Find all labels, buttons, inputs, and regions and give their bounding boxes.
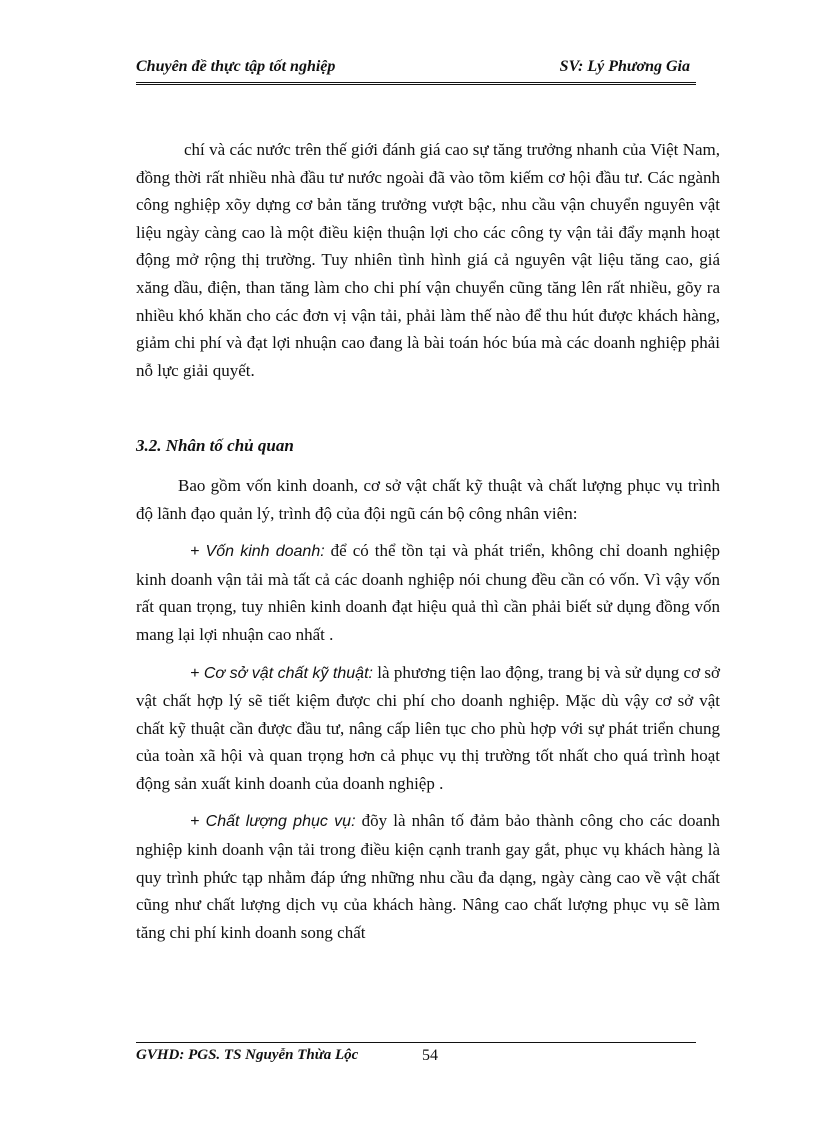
list-item-service-quality-label: + Chất lượng phục vụ:	[190, 813, 356, 831]
section-heading: 3.2. Nhân tố chủ quan	[136, 436, 294, 456]
list-item-facilities	[136, 659, 720, 798]
header-document-title: Chuyên đề thực tập tốt nghiệp	[136, 58, 336, 75]
page-header	[136, 52, 696, 85]
header-student-name: SV: Lý Phương Gia	[559, 58, 690, 75]
list-item-capital-label: + Vốn kinh doanh:	[190, 543, 325, 561]
document-body	[136, 136, 720, 946]
page-number: 54	[422, 1047, 438, 1064]
list-item-capital-text: để có thể tồn tại và phát triển, không chỉ doanh nghiệp kinh doanh vận tải mà tất cả các doanh nghiệp nói chung đều cần có vốn. Vì vậy vốn rất quan trọng, tuy nhiên kinh doanh đạt hiệu quả thì cần phải biết sử dụng đồng vốn mang lại lợi nhuận cao nhất .	[136, 541, 721, 644]
paragraph-intro: Bao gồm vốn kinh doanh, cơ sở vật chất kỹ thuật và chất lượng phục vụ trình độ lãnh đạo quản lý, trình độ của đội ngũ cán bộ công nhân viên:	[136, 475, 720, 523]
list-item-capital	[136, 537, 720, 648]
list-item-service-quality	[136, 807, 720, 946]
paragraph-continuation: chí và các nước trên thế giới đánh giá cao sự tăng trưởng nhanh của Việt Nam, đồng thời rất nhiều nhà đầu tư nước ngoài đã vào tõm kiếm cơ hội đầu tư. Các ngành công nghiệp xõy dựng cơ bản tăng trưởng vượt bậc, nhu cầu vận chuyển nguyên vật liệu ngày càng cao là một điều kiện thuận lợi cho các công ty vận tải đẩy mạnh hoạt động mở rộng thị trường. Tuy nhiên tình hình giá cả nguyên vật liệu tăng cao, giá xăng dầu, điện, than tăng làm cho chi phí vận chuyển cũng tăng lên rất nhiều, gõy ra nhiều khó khăn cho các đơn vị vận tải, phải làm thế nào để thu hút được khách hàng, giảm chi phí và đạt lợi nhuận cao đang là bài toán hóc búa mà các doanh nghiệp phải nỗ lực giải quyết.	[136, 140, 720, 380]
page-footer	[136, 1042, 696, 1064]
list-item-facilities-label: + Cơ sở vật chất kỹ thuật:	[190, 664, 373, 682]
list-item-facilities-text: là phương tiện lao động, trang bị và sử dụng cơ sở vật chất hợp lý sẽ tiết kiệm được chi phí cho doanh nghiệp. Mặc dù vậy cơ sở vật chất kỹ thuật cần được đầu tư, nâng cấp liên tục cho phù hợp với sự phát triển chung của toàn xã hội và quan trọng hơn cả phục vụ thị trường tốt nhất cho quá trình hoạt động sản xuất kinh doanh của doanh nghiệp .	[136, 662, 720, 793]
list-item-service-quality-text: đõy là nhân tố đảm bảo thành công cho các doanh nghiệp kinh doanh vận tải trong điều kiện cạnh tranh gay gắt, phục vụ khách hàng là quy trình phức tạp nhằm đáp ứng những nhu cầu đa dạng, ngày càng cao về vật chất cũng như chất lượng dịch vụ của khách hàng. Nâng cao chất lượng phục vụ sẽ làm tăng chi phí kinh doanh song chất	[136, 811, 721, 942]
footer-supervisor: GVHD: PGS. TS Nguyễn Thừa Lộc	[136, 1047, 359, 1063]
